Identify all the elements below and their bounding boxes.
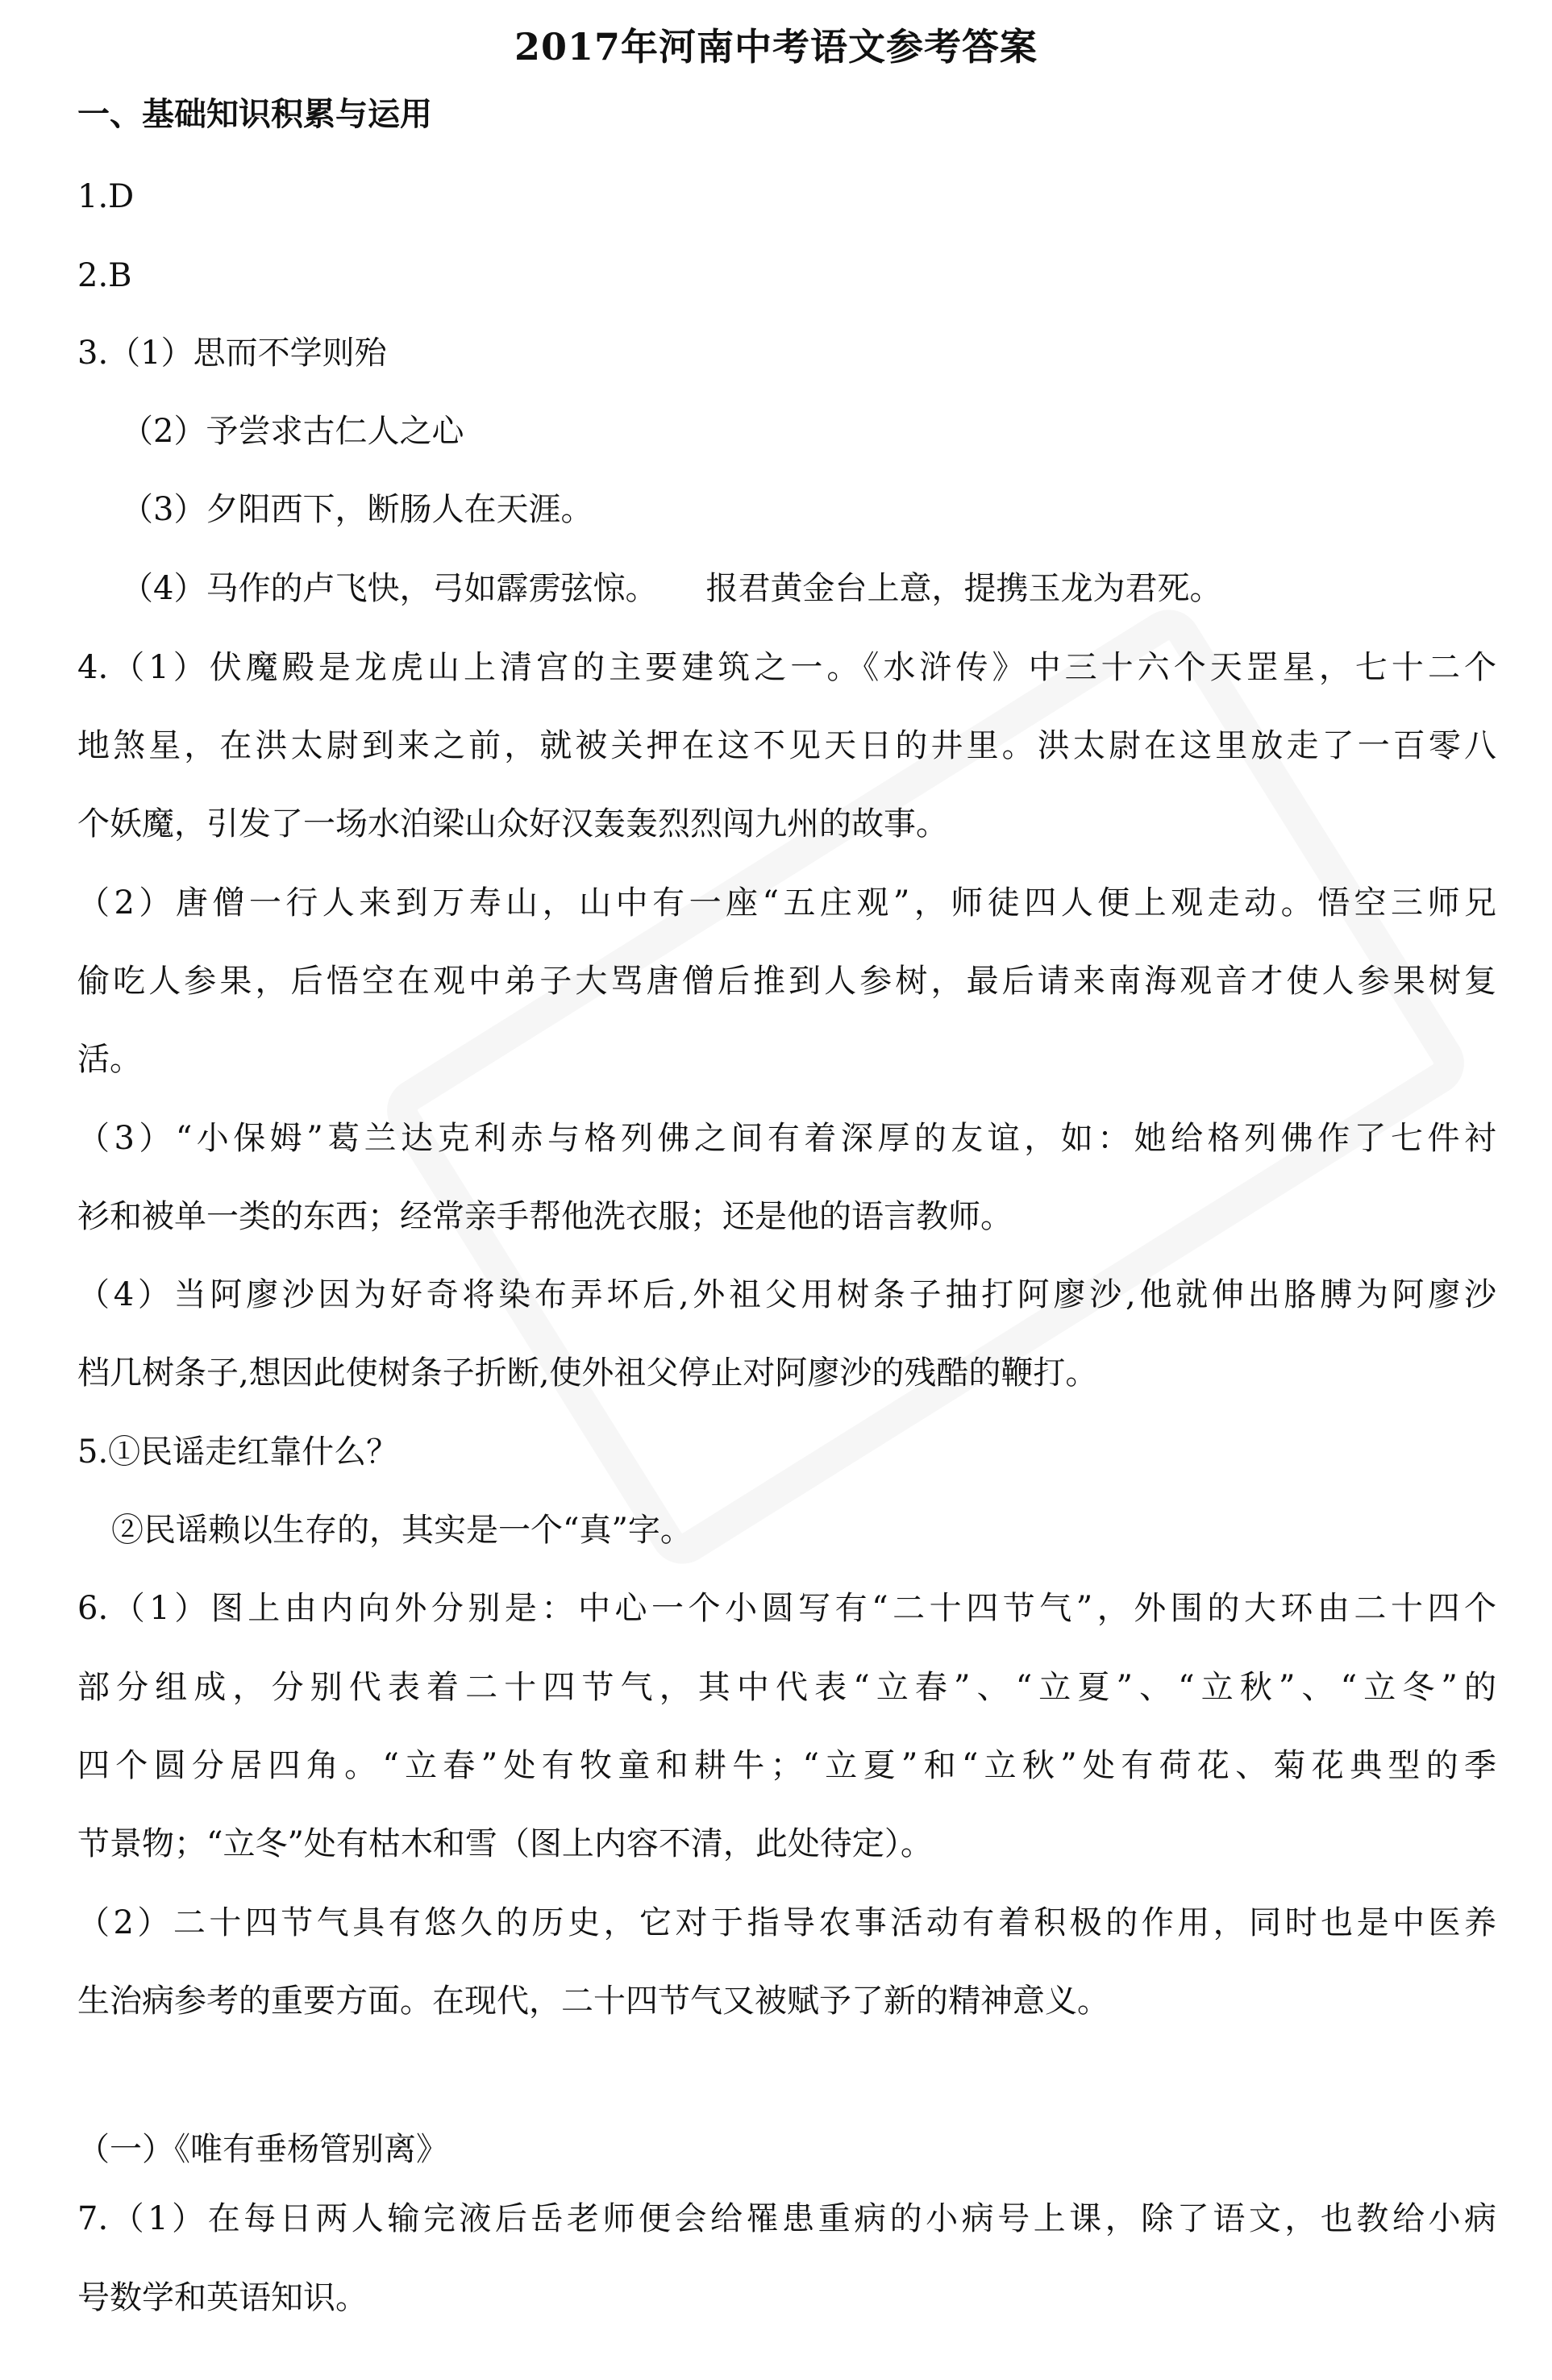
answer-line-6-1b: 部分组成，分别代表着二十四节气，其中代表“立春”、“立夏”、“立秋”、“立冬”的 — [77, 1669, 1496, 1706]
answer-line-7-1b: 号数学和英语知识。 — [77, 2279, 368, 2316]
answer-line-4-2a: （2）唐僧一行人来到万寿山，山中有一座“五庄观”，师徒四人便上观走动。悟空三师兄 — [77, 884, 1496, 922]
answer-line-4-2c: 活。 — [77, 1041, 142, 1078]
answer-line-6-1d: 节景物；“立冬”处有枯木和雪（图上内容不清，此处待定）。 — [77, 1825, 933, 1862]
answer-line-4-1b: 地煞星，在洪太尉到来之前，就被关押在这不见天日的井里。洪太尉在这里放走了一百零八 — [77, 727, 1496, 764]
answer-line-2: 2.B — [77, 257, 132, 294]
answer-line-7-1a: 7.（1）在每日两人输完液后岳老师便会给罹患重病的小病号上课，除了语文，也教给小病 — [77, 2200, 1496, 2237]
answer-line-1: 1.D — [77, 178, 135, 215]
answer-line-3: 3.（1）思而不学则殆 — [77, 335, 387, 372]
answer-line-5-1: 5.①民谣走红靠什么？ — [77, 1433, 399, 1471]
answer-line-6-1c: 四个圆分居四角。“立春”处有牧童和耕牛；“立夏”和“立秋”处有荷花、菊花典型的季 — [77, 1747, 1496, 1784]
answer-line-4-1a: 4.（1）伏魔殿是龙虎山上清宫的主要建筑之一。《水浒传》中三十六个天罡星，七十二个 — [77, 649, 1496, 686]
answer-line-3-4: （4）马作的卢飞快，弓如霹雳弦惊。 报君黄金台上意，提携玉龙为君死。 — [121, 570, 1222, 607]
answer-line-6-2b: 生治病参考的重要方面。在现代，二十四节气又被赋予了新的精神意义。 — [77, 1983, 1109, 2020]
answer-line-6-1a: 6.（1）图上由内向外分别是：中心一个小圆写有“二十四节气”，外围的大环由二十四个 — [77, 1590, 1496, 1627]
reading-passage-title: （一）《唯有垂杨管别离》 — [77, 2131, 448, 2168]
answer-line-3-3: （3）夕阳西下，断肠人在天涯。 — [121, 491, 593, 528]
answer-line-5-2: ②民谣赖以生存的，其实是一个“真”字。 — [111, 1512, 693, 1549]
answer-line-4-2b: 偷吃人参果，后悟空在观中弟子大骂唐僧后推到人参树，最后请来南海观音才使人参果树复 — [77, 963, 1496, 1000]
answer-line-4-1c: 个妖魔，引发了一场水泊梁山众好汉轰轰烈烈闯九州的故事。 — [77, 805, 948, 843]
answer-line-4-3a: （3）“小保姆”葛兰达克利赤与格列佛之间有着深厚的友谊，如：她给格列佛作了七件衬 — [77, 1120, 1496, 1157]
answer-line-4-4a: （4）当阿廖沙因为好奇将染布弄坏后,外祖父用树条子抽打阿廖沙,他就伸出胳膊为阿廖沙 — [77, 1276, 1496, 1313]
answer-line-3-2: （2）予尝求古仁人之心 — [121, 413, 464, 450]
section-heading-basics: 一、基础知识积累与运用 — [77, 96, 432, 133]
answer-line-6-2a: （2）二十四节气具有悠久的历史，它对于指导农事活动有着积极的作用，同时也是中医养 — [77, 1904, 1496, 1941]
answer-line-4-4b: 档几树条子,想因此使树条子折断,使外祖父停止对阿廖沙的残酷的鞭打。 — [77, 1354, 1098, 1392]
answer-line-4-3b: 衫和被单一类的东西；经常亲手帮他洗衣服；还是他的语言教师。 — [77, 1198, 1013, 1235]
page-title: 2017年河南中考语文参考答案 — [514, 25, 1038, 69]
